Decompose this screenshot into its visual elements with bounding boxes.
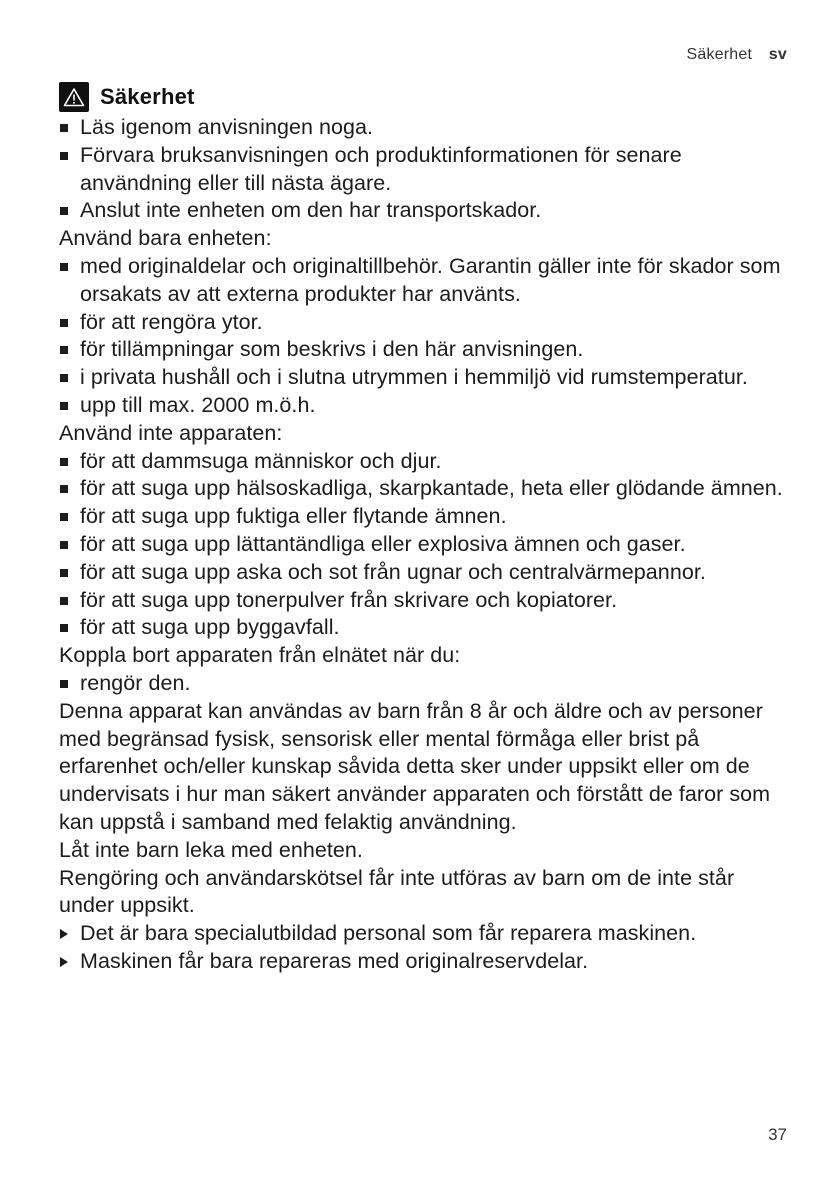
list-item [59, 142, 789, 198]
list-item-text: för att suga upp hälsoskadliga, skarpkantade, heta eller glödande ämnen. [80, 476, 783, 501]
bullet-square-icon [60, 124, 68, 132]
list-item [59, 364, 789, 392]
list-item-text: för tillämpningar som beskrivs i den här anvisningen. [80, 337, 584, 362]
bullet-square-icon [60, 680, 68, 688]
paragraph [59, 225, 789, 253]
section-heading [59, 80, 789, 114]
bullet-square-icon [60, 402, 68, 410]
paragraph-text: Rengöring och användarskötsel får inte utföras av barn om de inte står under uppsikt. [59, 865, 735, 918]
arrow-right-icon [60, 957, 68, 967]
list-item-text: för att suga upp byggavfall. [80, 615, 340, 640]
action-step [59, 948, 789, 976]
paragraph-text: Koppla bort apparaten från elnätet när du: [59, 643, 461, 668]
bullet-square-icon [60, 597, 68, 605]
list-item-text: Förvara bruksanvisningen och produktinformationen för senare användning eller till nästa ägare. [80, 142, 682, 195]
list-item-text: för att suga upp lättantändliga eller explosiva ämnen och gaser. [80, 531, 686, 556]
list-item [59, 309, 789, 337]
bullet-square-icon [60, 458, 68, 466]
list-item [59, 559, 789, 587]
page-number: 37 [768, 1125, 787, 1144]
bullet-square-icon [60, 541, 68, 549]
bullet-square-icon [60, 152, 68, 160]
list-item-text: för att suga upp fuktiga eller flytande ämnen. [80, 504, 507, 529]
header-lang: sv [768, 46, 787, 63]
bullet-square-icon [60, 485, 68, 493]
page-title: Säkerhet [100, 84, 195, 109]
list-item [59, 587, 789, 615]
list-item [59, 670, 789, 698]
bullet-square-icon [60, 624, 68, 632]
list-item-text: Läs igenom anvisningen noga. [80, 115, 374, 139]
action-step [59, 920, 789, 948]
list-item [59, 448, 789, 476]
list-item-text: upp till max. 2000 m.ö.h. [80, 392, 316, 417]
list-item-text: för att rengöra ytor. [80, 309, 263, 334]
list-item-text: för att suga upp aska och sot från ugnar och centralvärmepannor. [80, 559, 706, 584]
bullet-square-icon [60, 569, 68, 577]
list-item [59, 614, 789, 642]
list-item [59, 336, 789, 364]
paragraph [59, 865, 789, 921]
paragraph [59, 420, 789, 448]
list-item-text: för att suga upp tonerpulver från skrivare och kopiatorer. [80, 587, 618, 612]
bullet-square-icon [60, 263, 68, 271]
paragraph-text: Låt inte barn leka med enheten. [59, 837, 363, 862]
paragraph [59, 837, 789, 865]
list-item [59, 253, 789, 309]
list-item-text: rengör den. [80, 670, 191, 695]
running-header [687, 46, 788, 64]
paragraph [59, 698, 789, 837]
list-item [59, 392, 789, 420]
list-item [59, 531, 789, 559]
page-content [59, 80, 789, 976]
list-item-text: med originaldelar och originaltillbehör. Garantin gäller inte för skador som orsakats av att externa produkter har använts. [80, 253, 781, 306]
list-item [59, 503, 789, 531]
list-item [59, 475, 789, 503]
list-item-text: i privata hushåll och i slutna utrymmen i hemmiljö vid rumstemperatur. [80, 365, 748, 390]
list-item [59, 114, 789, 142]
list-item-text: Anslut inte enheten om den har transportskador. [80, 198, 542, 223]
paragraph-text: Använd bara enheten: [59, 226, 272, 251]
safety-text [59, 114, 789, 976]
bullet-square-icon [60, 319, 68, 327]
arrow-right-icon [60, 929, 68, 939]
paragraph-text: Denna apparat kan användas av barn från 8 år och äldre och av personer med begränsad fysisk, sensorisk eller mental förmåga eller brist på erfarenhet och/eller kunskap såvida detta sker under uppsikt eller om de undervisats i hur man säkert använder apparaten och förstått de faror som kan uppstå i samband med felaktig användning. [59, 698, 771, 834]
bullet-square-icon [60, 346, 68, 354]
list-item [59, 197, 789, 225]
warning-icon [59, 82, 89, 112]
action-step-text: Maskinen får bara repareras med originalreservdelar. [80, 948, 589, 973]
bullet-square-icon [60, 207, 68, 215]
header-section: Säkerhet [686, 46, 753, 63]
paragraph [59, 642, 789, 670]
paragraph-text: Använd inte apparaten: [59, 420, 283, 445]
action-step-text: Det är bara specialutbildad personal som får reparera maskinen. [80, 921, 697, 946]
bullet-square-icon [60, 374, 68, 382]
bullet-square-icon [60, 513, 68, 521]
list-item-text: för att dammsuga människor och djur. [80, 448, 442, 473]
